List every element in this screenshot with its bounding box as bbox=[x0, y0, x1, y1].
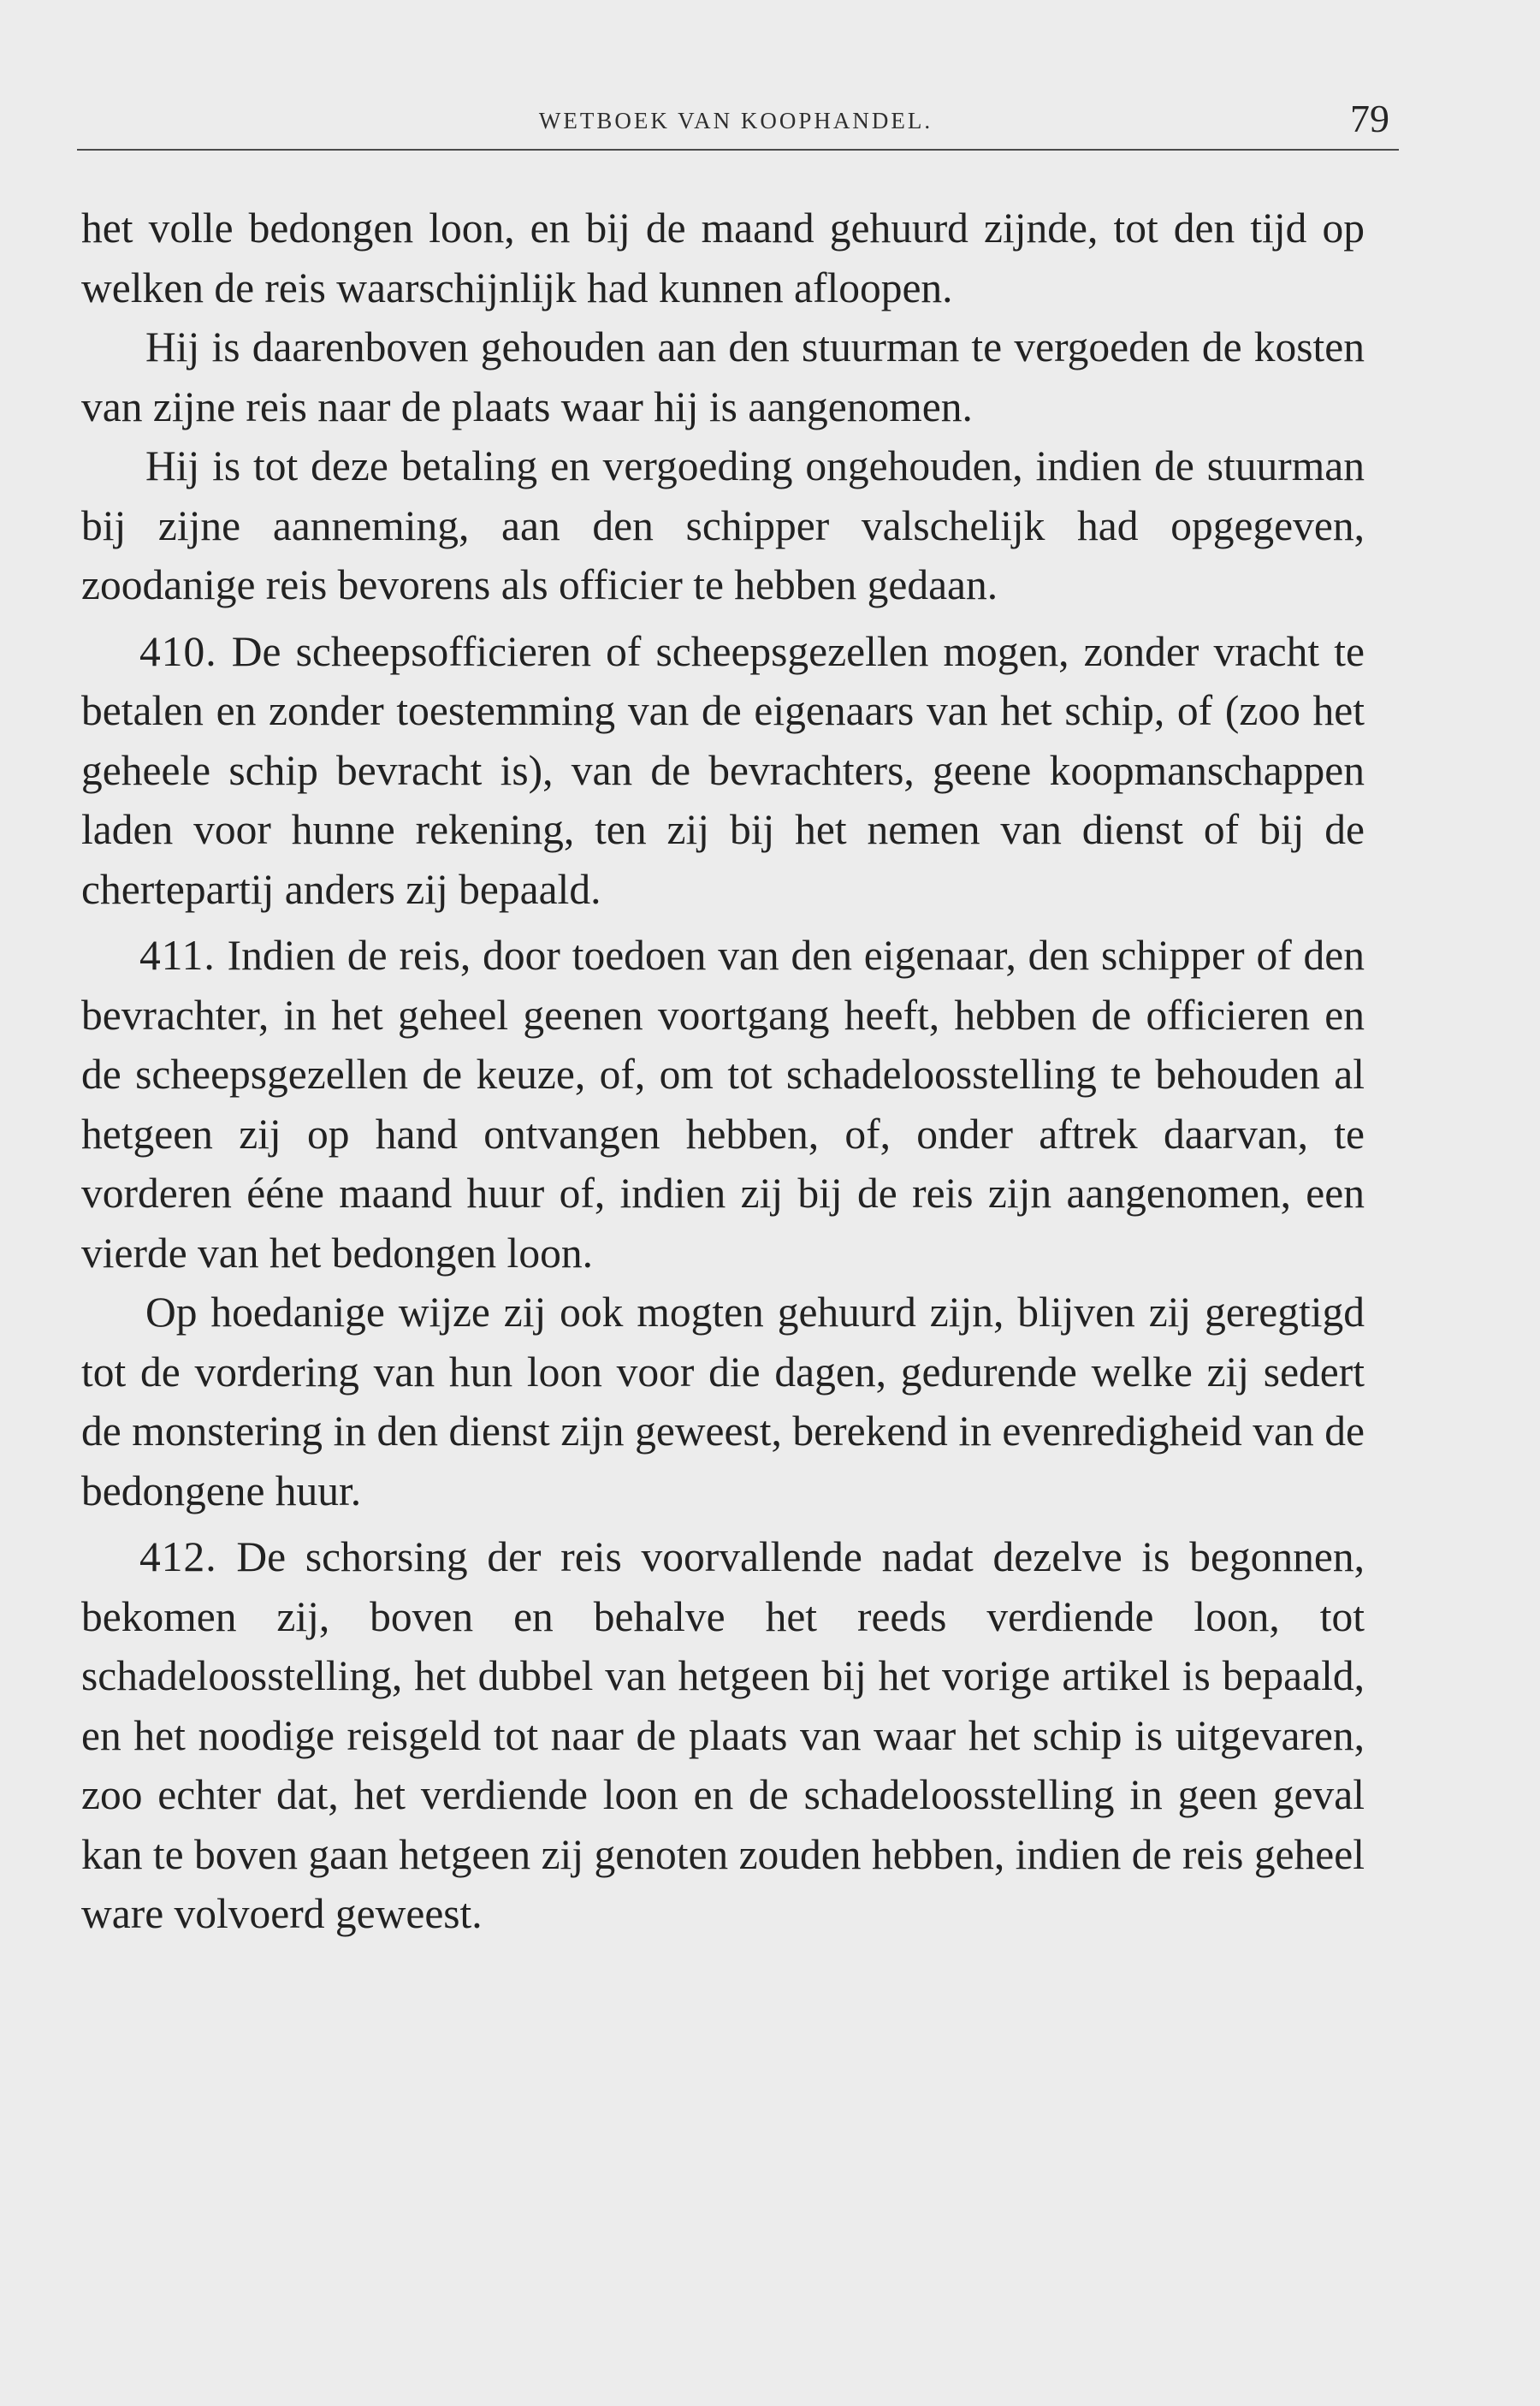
paragraph-text: De scheepsofficieren of scheepsgezellen mogen, zonder vracht te betalen en zonder toestemming van de eigenaars van het schip, of (zoo het geheele schip bevracht is), van de bevrachters, geene koopmanschappen laden voor hunne rekening, ten zij bij het nemen van dienst of bij de chertepartij anders zij bepaald. bbox=[81, 627, 1365, 913]
paragraph-text: Hij is daarenboven gehouden aan den stuurman te vergoeden de kosten van zijne reis naar de plaats waar hij is aangenomen. bbox=[81, 323, 1365, 430]
paragraph-continuation bbox=[81, 199, 1365, 317]
paragraph bbox=[81, 317, 1365, 436]
paragraph-text: Indien de reis, door toedoen van den eigenaar, den schipper of den bevrachter, in het geheel geenen voortgang heeft, hebben de officieren en de scheepsgezellen de keuze, of, om tot schadeloosstelling te behouden al hetgeen zij op hand ontvangen hebben, of, onder aftrek daarvan, te vorderen ééne maand huur of, indien zij bij de reis zijn aangenomen, een vierde van het bedongen loon. bbox=[81, 932, 1365, 1277]
paragraph-text: Hij is tot deze betaling en vergoeding ongehouden, indien de stuurman bij zijne aanneming, aan den schipper valschelijk had opgegeven, zoodanige reis bevorens als officier te hebben gedaan. bbox=[81, 442, 1365, 608]
running-head: WETBOEK VAN KOOPHANDEL. bbox=[538, 108, 933, 133]
header-rule bbox=[77, 149, 1399, 151]
article-number: 412. bbox=[139, 1533, 217, 1580]
paragraph-text: Op hoedanige wijze zij ook mogten gehuurd zijn, blijven zij geregtigd tot de vordering van hun loon voor die dagen, gedurende welke zij sedert de monstering in den dienst zijn geweest, berekend in evenredigheid van de bedongene huur. bbox=[81, 1289, 1365, 1514]
article-411 bbox=[81, 926, 1365, 1283]
page-header bbox=[77, 96, 1395, 147]
article-number: 410. bbox=[139, 627, 217, 675]
body-text bbox=[81, 199, 1365, 1944]
article-412 bbox=[81, 1527, 1365, 1944]
paragraph bbox=[81, 436, 1365, 615]
page-number: 79 bbox=[1350, 97, 1389, 140]
article-410 bbox=[81, 622, 1365, 920]
paragraph-text: het volle bedongen loon, en bij de maand gehuurd zijnde, tot den tijd op welken de reis waarschijnlijk had kunnen afloopen. bbox=[81, 204, 1365, 311]
article-number: 411. bbox=[139, 932, 216, 979]
paragraph-text: De schorsing der reis voorvallende nadat dezelve is begonnen, bekomen zij, boven en behalve het reeds verdiende loon, tot schadeloosstelling, het dubbel van hetgeen bij het vorige artikel is bepaald, en het noodige reisgeld tot naar de plaats van waar het schip is uitgevaren, zoo echter dat, het verdiende loon en de schadeloosstelling in geen geval kan te boven gaan hetgeen zij genoten zouden hebben, indien de reis geheel ware volvoerd geweest. bbox=[81, 1533, 1365, 1937]
paragraph bbox=[81, 1283, 1365, 1520]
